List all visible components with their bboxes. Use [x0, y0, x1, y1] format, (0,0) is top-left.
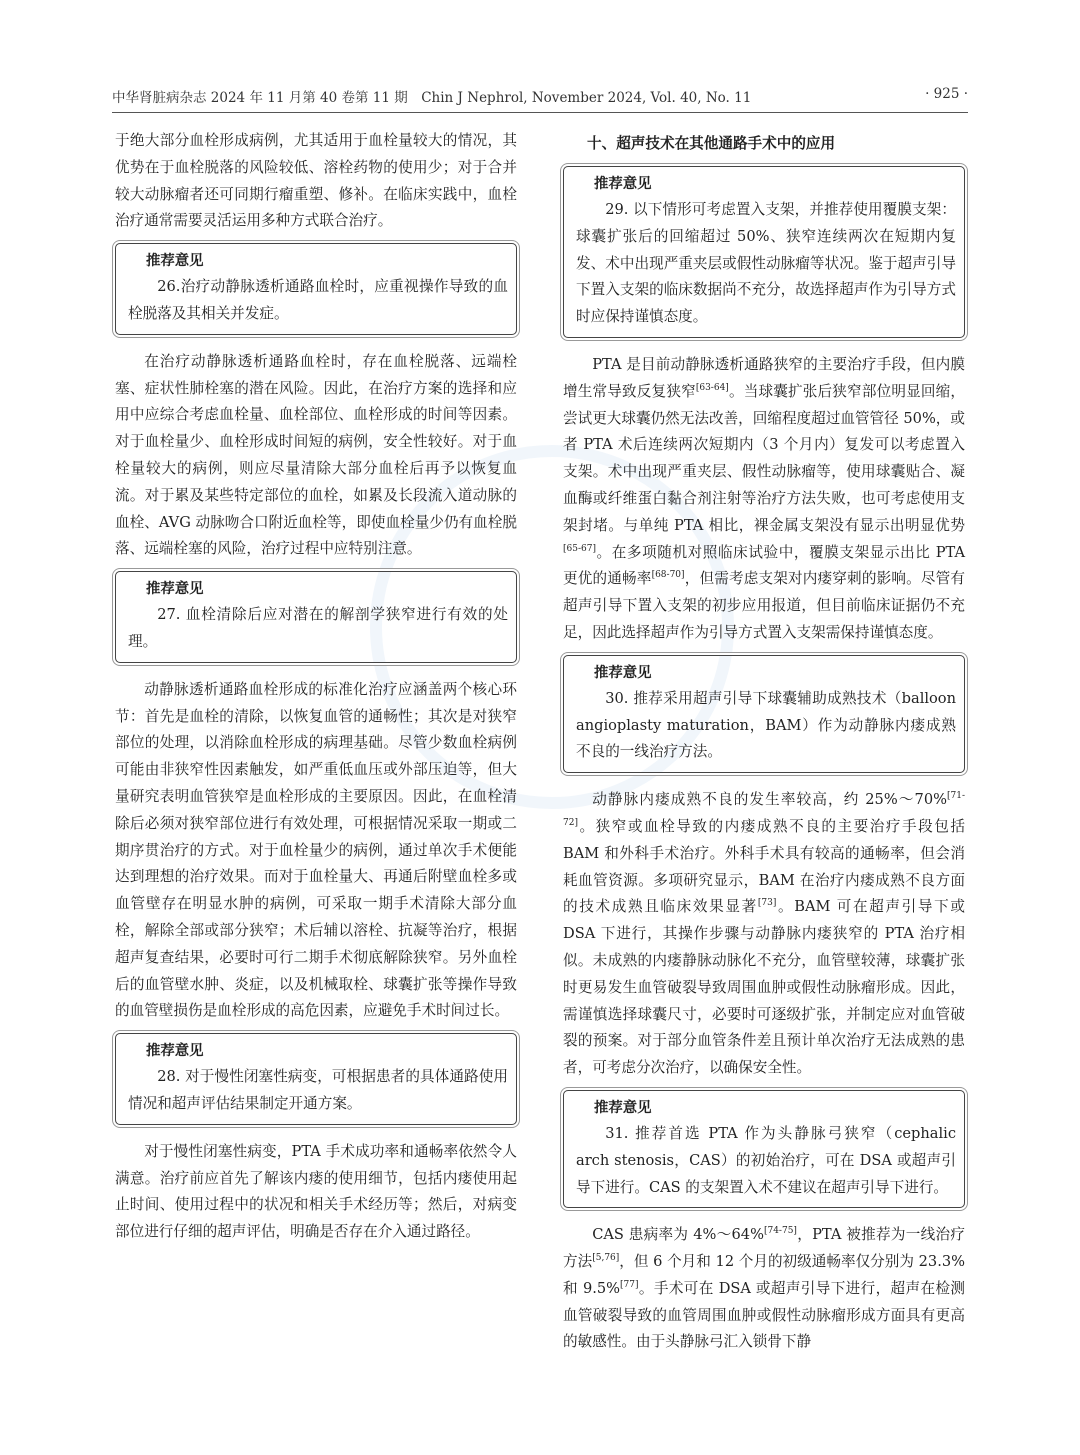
- text-run: 。BAM 可在超声引导下或 DSA 下进行，其操作步骤与动静脉内瘘狭窄的 PTA 治疗相似。未成熟的内瘘静脉动脉化不充分，血管壁较薄，球囊扩张时更易发生血管破裂导致周围血肿或假性动脉瘤形成。因此，需谨慎选择球囊尺寸，必要时可逐级扩张，并制定应对血管破裂的预案。对于部分血管条件差且预计单次治疗无法成熟的患者，可考虑分次治疗，以确保安全性。: [563, 898, 965, 1077]
- citation-ref: [68-70]: [651, 570, 685, 581]
- recommendation-box-26: [115, 243, 517, 335]
- paragraph: [563, 352, 965, 647]
- text-run: ，但需考虑支架对内瘘穿刺的影响。尽管有超声引导下置入支架的初步应用报道，但目前临床证据仍不充足，因此选择超声作为引导方式置入支架需保持谨慎态度。: [563, 570, 965, 641]
- citation-ref: [71-72]: [563, 791, 965, 828]
- paragraph: 在治疗动静脉透析通路血栓时，存在血栓脱落、远端栓塞、症状性肺栓塞的潜在风险。因此，在治疗方案的选择和应用中应综合考虑血栓量、血栓部位、血栓形成的时间等因素。对于血栓量少、血栓形成时间短的病例，安全性较好。对于血栓量较大的病例，则应尽量清除大部分血栓后再予以恢复血流。对于累及某些特定部位的血栓，如累及长段流入道动脉的血栓、AVG 动脉吻合口附近血栓等，即使血栓量少仍有血栓脱落、远端栓塞的风险，治疗过程中应特别注意。: [115, 352, 517, 558]
- left-column: [115, 128, 517, 1252]
- running-header: [112, 86, 968, 108]
- recommendation-title: 推荐意见: [146, 581, 204, 598]
- recommendation-box-27: [115, 571, 517, 663]
- text-run: 动静脉内瘘成熟不良的发生率较高，约 25%～70%: [592, 791, 947, 809]
- recommendation-title: 推荐意见: [594, 664, 652, 681]
- page-number: · 925 ·: [925, 86, 968, 102]
- recommendation-text: 28. 对于慢性闭塞性病变，可根据患者的具体通路使用情况和超声评估结果制定开通方案。: [128, 1068, 508, 1112]
- citation-ref: [5,76]: [592, 1253, 620, 1264]
- recommendation-box-30: [563, 655, 965, 773]
- recommendation-text: 27. 血栓清除后应对潜在的解剖学狭窄进行有效的处理。: [128, 606, 508, 650]
- text-run: 。狭窄或血栓导致的内瘘成熟不良的主要治疗手段包括 BAM 和外科手术治疗。外科手术具有较高的通畅率，但会消耗血管资源。多项研究显示，BAM 在治疗内瘘成熟不良方面的技术成熟且临床效果显著: [563, 817, 965, 916]
- recommendation-box-31: [563, 1090, 965, 1208]
- recommendation-text: 31. 推荐首选 PTA 作为头静脉弓狭窄（cephalic arch stenosis，CAS）的初始治疗，可在 DSA 或超声引导下进行。CAS 的支架置入术不建议在超声引导下进行。: [576, 1124, 956, 1196]
- recommendation-text: 30. 推荐采用超声引导下球囊辅助成熟技术（balloon angioplasty maturation，BAM）作为动静脉内瘘成熟不良的一线治疗方法。: [576, 689, 956, 761]
- recommendation-text: 26.治疗动静脉透析通路血栓时，应重视操作导致的血栓脱落及其相关并发症。: [128, 278, 508, 322]
- recommendation-title: 推荐意见: [146, 1043, 204, 1060]
- header-rule: [112, 112, 968, 113]
- citation-ref: [63-64]: [695, 382, 729, 393]
- recommendation-title: 推荐意见: [594, 176, 652, 192]
- section-heading: 十、超声技术在其他通路手术中的应用: [587, 135, 836, 152]
- paragraph: [563, 787, 965, 1082]
- citation-ref: [65-67]: [563, 543, 596, 554]
- paragraph: 对于慢性闭塞性病变，PTA 手术成功率和通畅率依然令人满意。治疗前应首先了解该内瘘的使用细节，包括内瘘使用起止时间、使用过程中的状况和相关手术经历等；然后，对病变部位进行仔细的超声评估，明确是否存在介入通过路径。: [115, 1142, 517, 1241]
- paragraph: 于绝大部分血栓形成病例，尤其适用于血栓量较大的情况，其优势在于血栓脱落的风险较低、溶栓药物的使用少；对于合并较大动脉瘤者还可同期行瘤重塑、修补。在临床实践中，血栓治疗通常需要灵活运用多种方式联合治疗。: [115, 132, 517, 230]
- recommendation-box-28: [115, 1033, 517, 1125]
- recommendation-title: 推荐意见: [146, 253, 204, 270]
- text-run: PTA 是目前动静脉透析通路狭窄的主要治疗手段，但内膜增生常导致反复狭窄: [563, 355, 965, 400]
- text-run: 。在多项随机对照临床试验中，覆膜支架显示出比 PTA 更优的通畅率: [563, 543, 965, 588]
- text-run: 。当球囊扩张后狭窄部位明显回缩，尝试更大球囊仍然无法改善，回缩程度超过血管管径 50%，或者 PTA 术后连续两次短期内（3 个月内）复发可以考虑置入支架。术中出现严重夹层、假性动脉瘤等，使用球囊贴合、凝血酶或纤维蛋白黏合剂注射等治疗方法失败，也可考虑使用支架封堵。与单纯 PTA 相比，裸金属支架没有显示出明显优势: [563, 382, 965, 534]
- recommendation-title: 推荐意见: [594, 1099, 652, 1116]
- journal-citation: 中华肾脏病杂志 2024 年 11 月第 40 卷第 11 期 Chin J Nephrol, November 2024, Vol. 40, No. 11: [112, 90, 752, 106]
- recommendation-box-29: [563, 166, 965, 338]
- text-run: 。手术可在 DSA 或超声引导下进行，超声在检测血管破裂导致的血管周围血肿或假性动脉瘤形成方面具有更高的敏感性。由于头静脉弓汇入锁骨下静: [563, 1279, 965, 1351]
- text-run: CAS 患病率为 4%～64%: [592, 1226, 764, 1244]
- citation-ref: [77]: [620, 1279, 639, 1290]
- text-run: ，但 6 个月和 12 个月的初级通畅率仅分别为 23.3% 和 9.5%: [563, 1253, 965, 1297]
- citation-ref: [74-75]: [763, 1226, 797, 1237]
- paragraph: [563, 1222, 965, 1356]
- right-column: [563, 128, 965, 1362]
- paragraph: 动静脉透析通路血栓形成的标准化治疗应涵盖两个核心环节：首先是血栓的清除，以恢复血管的通畅性；其次是对狭窄部位的处理，以消除血栓形成的病理基础。尽管少数血栓病例可能由非狭窄性因素触发，如严重低血压或外部压迫等，但大量研究表明血管狭窄是血栓形成的主要原因。因此，在血栓清除后必须对狭窄部位进行有效处理，可根据情况采取一期或二期序贯治疗的方式。对于血栓量少的病例，通过单次手术便能达到理想的治疗效果。而对于血栓量大、再通后附壁血栓多或血管壁存在明显水肿的病例，可采取一期手术清除大部分血栓，解除全部或部分狭窄；术后辅以溶栓、抗凝等治疗，根据超声复查结果，必要时可行二期手术彻底解除狭窄。另外血栓后的血管壁水肿、炎症，以及机械取栓、球囊扩张等操作导致的血管壁损伤是血栓形成的高危因素，应避免手术时间过长。: [115, 680, 517, 1020]
- citation-ref: [73]: [757, 898, 777, 909]
- recommendation-text: 29. 以下情形可考虑置入支架，并推荐使用覆膜支架：球囊扩张后的回缩超过 50%、狭窄连续两次在短期内复发、术中出现严重夹层或假性动脉瘤等状况。鉴于超声引导下置入支架的临床数据尚不充分，故选择超声作为引导方式时应保持谨慎态度。: [576, 201, 956, 326]
- text-run: ，PTA 被推荐为一线治疗方法: [563, 1226, 966, 1271]
